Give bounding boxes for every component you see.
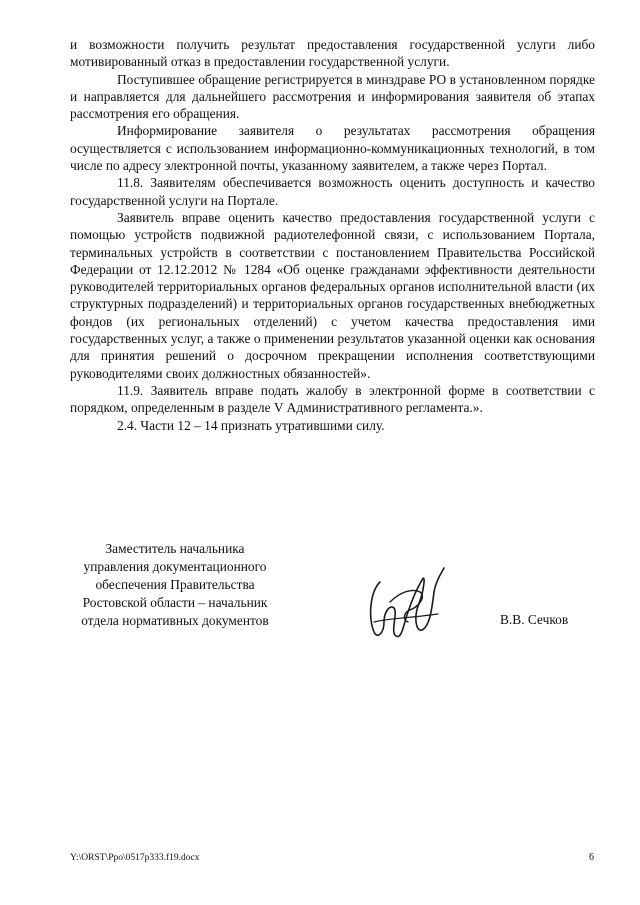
- footer-file-path: Y:\ORST\Ppo\0517p333.f19.docx: [70, 853, 200, 863]
- document-body: [70, 36, 595, 434]
- paragraph-7: 2.4. Части 12 – 14 признать утратившими силу.: [117, 417, 385, 433]
- page-number: 6: [589, 852, 594, 863]
- handwritten-signature: [360, 562, 450, 647]
- paragraph-5: Заявитель вправе оценить качество предоставления государственной услуги с помощью устройств подвижной радиотелефонной связи, с использованием Портала, терминальных устройств в соответствии с постановлением Правительства Российской Федерации от 12.12.2012 № 1284 «Об оценке гражданами эффективности деятельности руководителей территориальных органов федеральных органов исполнительной власти (их структурных подразделений) и территориальных органов государственных внебюджетных фондов (их региональных отделений) с учетом качества предоставления ими государственных услуг, а также о применении результатов указанной оценки как основания для принятия решений о досрочном прекращении исполнения соответствующими руководителями своих должностных обязанностей».: [70, 209, 595, 381]
- paragraph-4: 11.8. Заявителям обеспечивается возможность оценить доступность и качество государственной услуги на Портале.: [70, 175, 595, 208]
- signatory-title-line: управления документационного: [83, 559, 267, 574]
- signatory-title: [70, 540, 280, 630]
- paragraph-2: Поступившее обращение регистрируется в минздраве РО в установленном порядке и направляется для дальнейшего рассмотрения и информирования заявителя об этапах рассмотрения его обращения.: [70, 71, 595, 122]
- paragraph-3: Информирование заявителя о результатах рассмотрения обращения осуществляется с использованием информационно-коммуникационных технологий, в том числе по адресу электронной почты, указанному заявителем, а также через Портал.: [70, 123, 595, 174]
- signatory-title-line: отдела нормативных документов: [81, 613, 269, 628]
- signatory-title-line: Ростовской области – начальник: [82, 595, 268, 610]
- signatory-title-line: Заместитель начальника: [105, 541, 245, 556]
- paragraph-6: 11.9. Заявитель вправе подать жалобу в электронной форме в соответствии с порядком, определенным в разделе V Административного регламента.».: [70, 382, 595, 416]
- paragraph-1: и возможности получить результат предоставления государственной услуги либо мотивированный отказ в предоставлении государственной услуги.: [70, 37, 595, 70]
- signatory-name: В.В. Сечков: [500, 612, 569, 627]
- signatory-title-line: обеспечения Правительства: [95, 577, 255, 592]
